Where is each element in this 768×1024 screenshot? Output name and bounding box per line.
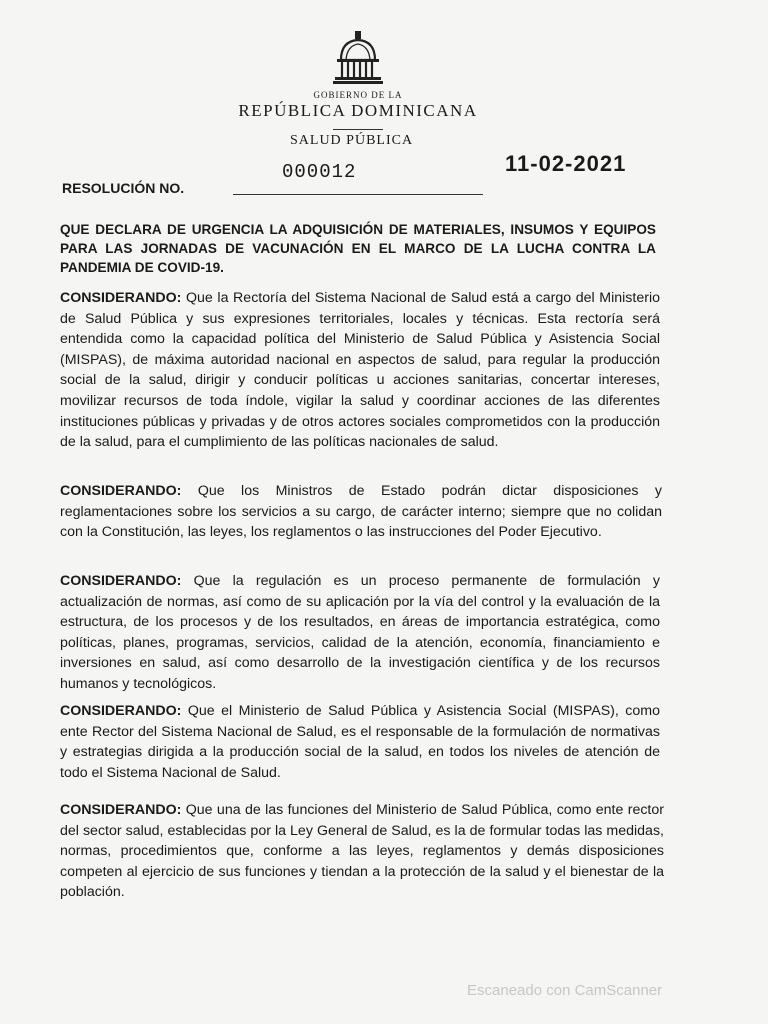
header-divider <box>333 129 383 130</box>
considerando-paragraph <box>60 481 662 543</box>
paragraph-lead: CONSIDERANDO: <box>60 290 182 306</box>
paragraph-text: Que la regulación es un proceso permanente de formulación y actualización de normas, así como de su aplicación por la vía del control y la evaluación de la estructura, de los procesos y de los resultados, en áreas de importancia estratégica, como políticas, planes, programas, servicios, calidad de la atención, economía, financiamiento e inversiones en salud, así como desarrollo de la investigación científica y de los recursos humanos y tecnológicos. <box>60 573 660 692</box>
resolution-number: 000012 <box>282 161 357 183</box>
government-label: GOBIERNO DE LA <box>313 90 403 100</box>
considerando-paragraph <box>60 288 660 453</box>
scanner-watermark: Escaneado con CamScanner <box>467 982 663 999</box>
ministry-name: SALUD PÚBLICA <box>290 133 414 148</box>
considerando-paragraph <box>60 571 660 695</box>
paragraph-text: Que los Ministros de Estado podrán dictar disposiciones y reglamentaciones sobre los servicios a su cargo, de carácter interno; siempre que no colidan con la Constitución, las leyes, los reglamentos o las instrucciones del Poder Ejecutivo. <box>60 483 662 541</box>
paragraph-text: Que el Ministerio de Salud Pública y Asistencia Social (MISPAS), como ente Rector del Sistema Nacional de Salud, es el responsable de la formulación de normativas y estrategias dirigida a la producción social de la salud, en todos los niveles de atención de todo el Sistema Nacional de Salud. <box>60 703 660 781</box>
paragraph-lead: CONSIDERANDO: <box>60 483 182 499</box>
paragraph-lead: CONSIDERANDO: <box>60 703 182 719</box>
resolution-label: RESOLUCIÓN NO. <box>62 180 185 196</box>
letterhead <box>228 30 488 130</box>
considerando-paragraph <box>60 800 664 903</box>
country-name: REPÚBLICA DOMINICANA <box>238 101 478 120</box>
paragraph-text: Que una de las funciones del Ministerio de Salud Pública, como ente rector del sector salud, establecidas por la Ley General de Salud, es la de formular todas las medidas, normas, procedimientos que, conforme a las leyes, reglamentos y demás disposiciones competen al ejercicio de sus funciones y tiendan a la protección de la salud y el bienestar de la población. <box>60 802 664 901</box>
government-crest-icon <box>333 30 383 84</box>
paragraph-text: Que la Rectoría del Sistema Nacional de Salud está a cargo del Ministerio de Salud Pública y sus expresiones territoriales, locales y técnicas. Esta rectoría será entendida como la capacidad política del Ministerio de Salud Pública y Asistencia Social (MISPAS), de máxima autoridad nacional en aspectos de salud, para regular la producción social de la salud, dirigir y conducir políticas u acciones sanitarias, concertar intereses, movilizar recursos de toda índole, vigilar la salud y coordinar acciones de las diferentes instituciones públicas y privadas y de otros actores sociales comprometidos con la producción de la salud, para el cumplimiento de las políticas nacionales de salud. <box>60 290 660 451</box>
paragraph-lead: CONSIDERANDO: <box>60 802 182 818</box>
resolution-underline <box>233 194 483 195</box>
resolution-title: QUE DECLARA DE URGENCIA LA ADQUISICIÓN DE MATERIALES, INSUMOS Y EQUIPOS PARA LAS JORNADAS DE VACUNACIÓN EN EL MARCO DE LA LUCHA CONTRA LA PANDEMIA DE COVID-19. <box>60 222 656 275</box>
considerando-paragraph <box>60 701 660 783</box>
resolution-date: 11-02-2021 <box>505 151 627 176</box>
paragraph-lead: CONSIDERANDO: <box>60 573 182 589</box>
